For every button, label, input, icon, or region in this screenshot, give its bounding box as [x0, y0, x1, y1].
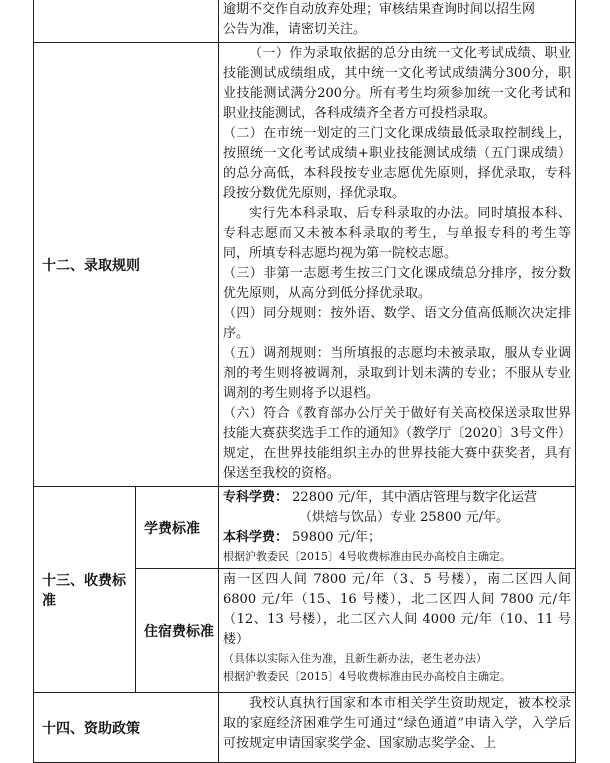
aid-policy-content: [219, 693, 576, 763]
benke-fee-title: 本科学费：: [223, 530, 289, 545]
fees-label: 十三、收费标准: [34, 487, 136, 693]
zhuanke-fee-line: [223, 488, 571, 508]
tuition-label: 学费标准: [136, 487, 219, 569]
empty-label-cell: [34, 0, 219, 43]
zhuanke-fee-text: 22800 元/年，其中酒店管理与数字化运营: [292, 490, 538, 505]
admission-rules-content: [219, 43, 576, 487]
admission-info-table: [33, 0, 576, 763]
benke-fee-line: [223, 528, 571, 548]
zhuanke-fee-title: 专科学费：: [223, 490, 289, 505]
rule-paragraph-4: （三）非第一志愿考生按三门文化课成绩总分排序，按分数优先原则，从高分到低分择优录取。: [223, 266, 571, 301]
dorm-content: [219, 569, 576, 693]
rule-paragraph-1: （一）作为录取依据的总分由统一文化考试成绩、职业技能测试成绩组成，其中统一文化考试成绩满分300分，职业技能测试满分200分。所有考生均须参加统一文化考试和职业技能测试，各科成绩齐全者方可投档录取。: [223, 46, 571, 121]
dorm-note-2: 根据沪教委民〔2015〕4号收费标准由民办高校自主确定。: [223, 670, 511, 683]
admission-rules-label: 十二、录取规则: [34, 43, 219, 487]
benke-fee-text: 59800 元/年；: [292, 530, 382, 545]
tuition-content: [219, 487, 576, 569]
dorm-note-1: （具体以实际入住为准，且新生新办法，老生老办法）: [223, 652, 487, 665]
aid-policy-row: [34, 693, 576, 763]
continuation-row: [34, 0, 576, 43]
rule-paragraph-6: （五）调剂规则：当所填报的志愿均未被录取，服从专业调剂的考生则将被调剂，录取到计划未满的专业；不服从专业调剂的考生则将予以退档。: [223, 346, 571, 401]
rule-paragraph-7: （六）符合《教育部办公厅关于做好有关高校保送录取世界技能大赛获奖选手工作的通知》（教学厅〔2020〕3号文件）规定，在世界技能组织主办的世界技能大赛中获奖者，具有保送至我校的资格。: [223, 406, 571, 481]
continuation-line-2: 公告为准，请密切关注。: [223, 22, 367, 37]
rule-paragraph-5: （四）同分规则：按外语、数学、语文分值高低顺次决定排序。: [223, 306, 571, 341]
dorm-fee-text: 南一区四人间 7800 元/年（3、5 号楼），南二区四人间 6800 元/年（15、16 号楼），北二区四人间 7800 元/年（12、13 号楼），北二区六人间 4000 元/年（10、11 号楼）: [223, 572, 571, 647]
tuition-note: 根据沪教委民〔2015〕4号收费标准由民办高校自主确定。: [223, 550, 511, 563]
tuition-row: [34, 487, 576, 569]
aid-policy-label: 十四、资助政策: [34, 693, 219, 763]
dorm-label: 住宿费标准: [136, 569, 219, 693]
continuation-line-1: 逾期不交作自动放弃处理；审核结果查询时间以招生网: [223, 2, 536, 17]
rule-paragraph-2: （二）在市统一划定的三门文化课成绩最低录取控制线上，按照统一文化考试成绩+职业技能测试成绩（五门课成绩）的总分高低，本科段按专业志愿优先原则，择优录取，专科段按分数优先原则，择优录取。: [223, 126, 571, 201]
zhuanke-fee-continuation: （烘焙与饮品）专业 25800 元/年。: [299, 510, 509, 525]
rule-paragraph-3: 实行先本科录取、后专科录取的办法。同时填报本科、专科志愿而又未被本科录取的考生，与单报专科的考生等同，所填专科志愿均视为第一院校志愿。: [223, 206, 571, 261]
admission-rules-row: [34, 43, 576, 487]
continuation-text-cell: [219, 0, 576, 43]
aid-policy-text: 我校认真执行国家和本市相关学生资助规定，被本校录取的家庭经济困难学生可通过“绿色通道”申请入学，入学后可按规定申请国家奖学金、国家励志奖学金、上: [223, 696, 571, 751]
